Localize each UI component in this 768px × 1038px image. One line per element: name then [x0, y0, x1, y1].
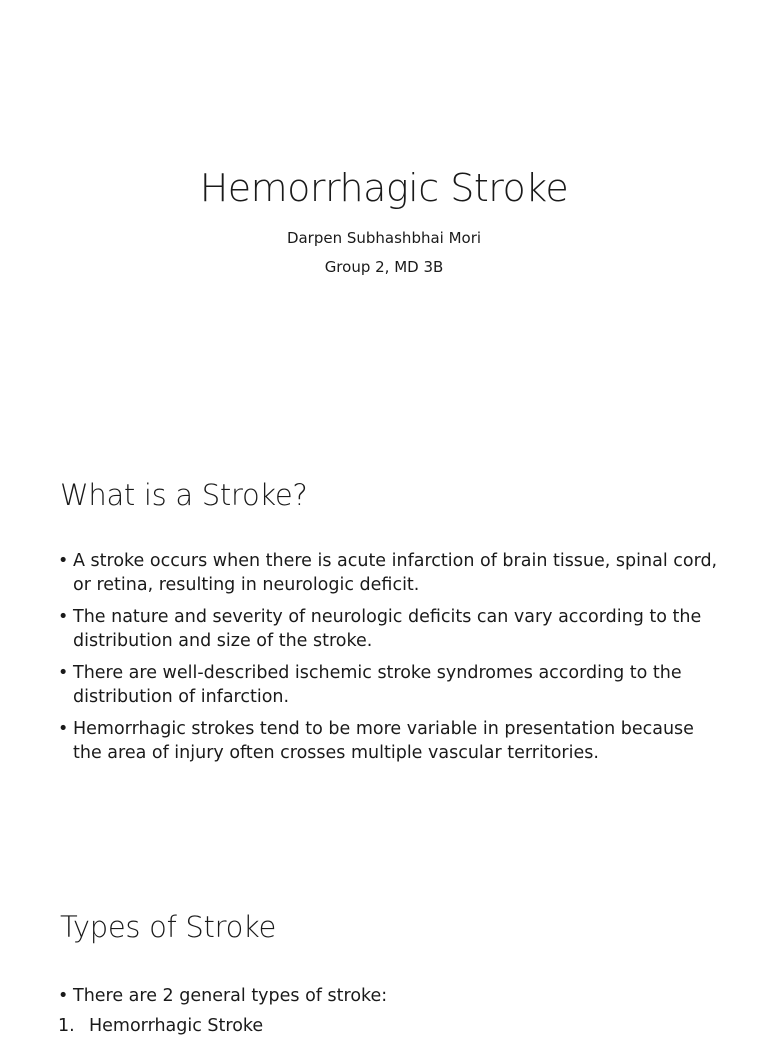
bullet-dot-icon: •: [58, 663, 69, 683]
bullet-text: There are 2 general types of stroke:: [73, 986, 388, 1006]
bullet-item: [58, 605, 718, 653]
group-label: Group 2, MD 3B: [324, 258, 444, 276]
bullet-text: Hemorrhagic strokes tend to be more variable in presentation because the area of injury often crosses multiple vascular territories.: [73, 719, 694, 763]
bullet-item: [58, 549, 718, 597]
bullet-dot-icon: •: [58, 986, 69, 1006]
numbered-item: [58, 1014, 263, 1038]
bullet-list: [58, 549, 718, 773]
bullet-text: The nature and severity of neurologic deficits can vary according to the distribution and size of the stroke.: [73, 607, 702, 651]
types-of-stroke-slide: [0, 880, 768, 1036]
slide-heading: What is a Stroke?: [60, 478, 308, 512]
bullet-text: A stroke occurs when there is acute infarction of brain tissue, spinal cord, or retina, resulting in neurologic deficit.: [73, 551, 718, 595]
presentation-title: Hemorrhagic Stroke: [199, 166, 569, 210]
bullet-list: [58, 984, 718, 1016]
bullet-item: [58, 661, 718, 709]
bullet-text: There are well-described ischemic stroke syndromes according to the distribution of infarction.: [73, 663, 682, 707]
title-slide: [0, 0, 768, 432]
slide-heading: Types of Stroke: [60, 910, 277, 944]
item-text: Hemorrhagic Stroke: [89, 1016, 264, 1036]
what-is-stroke-slide: [0, 448, 768, 880]
bullet-dot-icon: •: [58, 719, 69, 739]
bullet-dot-icon: •: [58, 551, 69, 571]
bullet-item: [58, 717, 718, 765]
author-name: Darpen Subhashbhai Mori: [286, 229, 482, 247]
item-number: 1.: [58, 1016, 75, 1036]
bullet-item: [58, 984, 718, 1008]
bullet-dot-icon: •: [58, 607, 69, 627]
